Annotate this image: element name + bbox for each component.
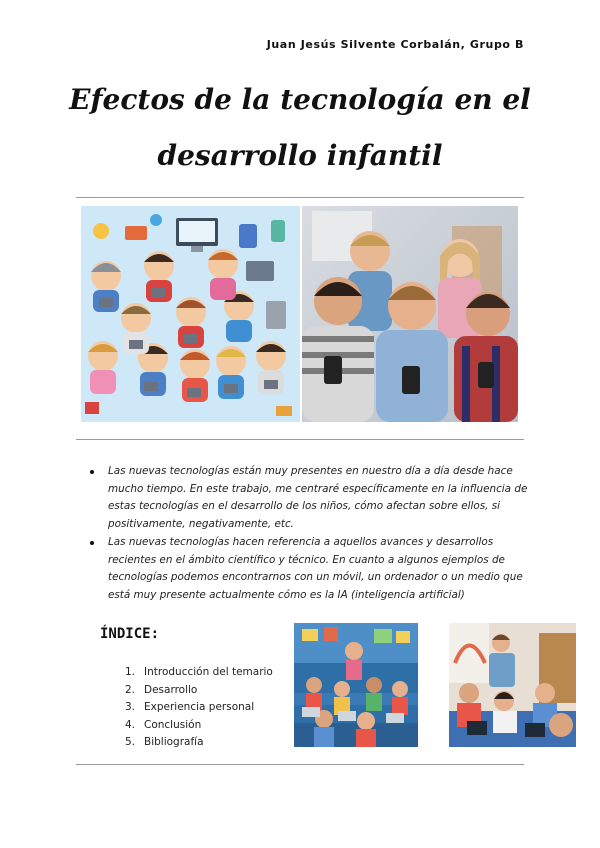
indice-item-label: Desarrollo xyxy=(144,683,198,696)
title-line-1: Efectos de la tecnología en el xyxy=(69,83,531,116)
title-line-2: desarrollo infantil xyxy=(157,139,443,172)
indice-item: 1. Introducción del temario xyxy=(125,666,273,678)
bullet-item: Las nuevas tecnologías hacen referencia a aquellos avances y desarrollos recientes en el ámbito científico y técnico. En cuanto a algunos ejemplos de tecnologías podemos encontrarnos con un móvil, un ordenador o un medio que está muy presente actualmente cómo es la IA (inteligencia artificial) xyxy=(88,534,528,604)
cartoon-kids-technology-image xyxy=(81,206,300,422)
indice-item-label: Bibliografía xyxy=(144,736,204,748)
divider-top xyxy=(76,197,524,198)
author-header: Juan Jesús Silvente Corbalán, Grupo B xyxy=(266,38,524,51)
indice-item-label: Introducción del temario xyxy=(144,666,273,678)
classroom-laptops-image xyxy=(294,623,418,747)
indice-item-label: Conclusión xyxy=(144,718,202,731)
intro-bullet-list xyxy=(88,463,528,605)
indice-item: 2. Desarrollo xyxy=(125,683,198,696)
indice-list xyxy=(125,664,273,752)
kids-with-phones-photo xyxy=(302,206,518,422)
indice-heading: ÍNDICE: xyxy=(100,626,160,642)
indice-item: 5. Bibliografía xyxy=(125,736,204,748)
bullet-item: Las nuevas tecnologías están muy presentes en nuestro día a día desde hace mucho tiempo. En este trabajo, me centraré específicamente en la influencia de estas tecnologías en el desarrollo de los niños, cómo afectan sobre ellos, si positivamente, negativamente, etc. xyxy=(88,463,528,533)
indice-item-label: Experiencia personal xyxy=(144,701,255,713)
divider-bottom xyxy=(76,764,524,765)
indice-item: 3. Experiencia personal xyxy=(125,701,255,713)
indice-item: 4. Conclusión xyxy=(125,718,202,731)
classroom-tablets-photo xyxy=(449,623,576,747)
divider-middle xyxy=(76,439,524,440)
